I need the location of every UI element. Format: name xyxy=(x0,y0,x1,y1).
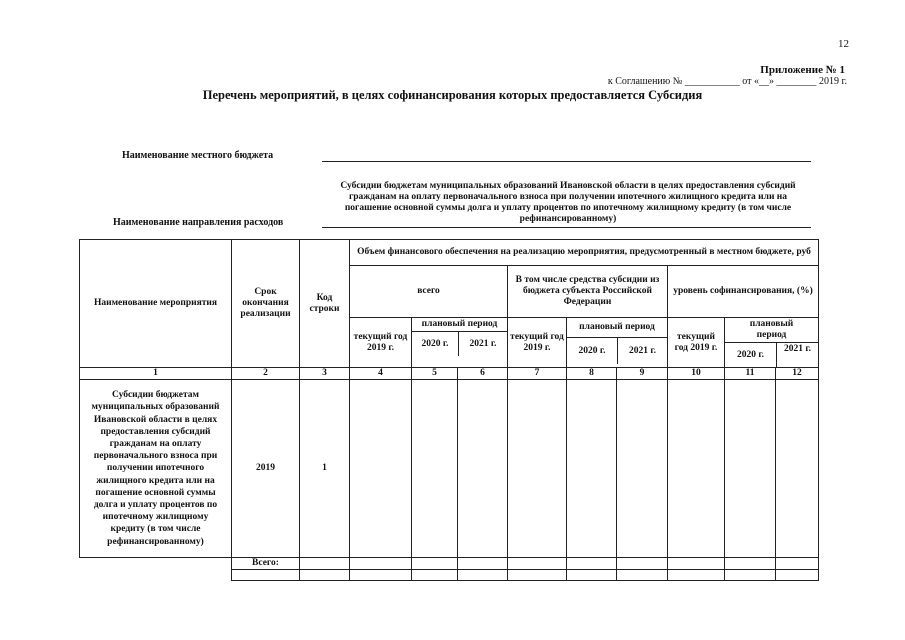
column-number: 11 xyxy=(725,368,776,380)
value-cell[interactable] xyxy=(776,380,819,558)
column-number: 1 xyxy=(80,368,232,380)
blank-row xyxy=(80,570,819,581)
header-current-year: текущий год 2019 г. xyxy=(508,318,567,368)
budget-label: Наименование местного бюджета xyxy=(122,150,274,161)
column-number: 2 xyxy=(232,368,300,380)
column-number: 12 xyxy=(776,368,819,380)
measure-deadline: 2019 xyxy=(232,380,300,558)
header-planned-period xyxy=(567,318,668,368)
planned-period-label: плановый период xyxy=(412,318,507,332)
column-number: 9 xyxy=(617,368,668,380)
direction-value: Субсидии бюджетам муниципальных образований Ивановской области в целях предоставления субсидий гражданам на оплату первоначального взноса при получении ипотечного жилищного кредита или на погашение основной суммы долга и уплату процентов по ипотечному жилищному кредиту (в том числе рефинансированному) xyxy=(340,181,796,224)
table-row xyxy=(80,380,819,558)
page-number: 12 xyxy=(838,38,849,50)
total-label: Всего: xyxy=(232,558,300,570)
header-2020: 2020 г. xyxy=(725,343,777,367)
total-cell[interactable] xyxy=(458,558,508,570)
agreement-line: к Соглашению № ___________ от «__» ________ 2019 г. xyxy=(607,76,847,87)
header-deadline: Срок окончания реализации xyxy=(232,240,300,368)
total-cell[interactable] xyxy=(567,558,617,570)
header-total: всего xyxy=(350,266,508,318)
column-number: 8 xyxy=(567,368,617,380)
planned-period-label: плановый период xyxy=(567,318,667,338)
header-planned-period xyxy=(725,318,819,368)
value-cell[interactable] xyxy=(412,380,458,558)
value-cell[interactable] xyxy=(668,380,725,558)
total-row xyxy=(80,558,819,570)
direction-label: Наименование направления расходов xyxy=(113,217,284,228)
header-regional: В том числе средства субсидии из бюджета субъекта Российской Федерации xyxy=(508,266,668,318)
header-planned-period xyxy=(412,318,508,368)
measure-name: Субсидии бюджетам муниципальных образований Ивановской области в целях предоставления субсидий гражданам на оплату первоначального взноса при получении ипотечного жилищного кредита или на погашение основной суммы долга и уплату процентов по ипотечному жилищному кредиту (в том числе рефинансированному) xyxy=(80,380,232,558)
column-number: 3 xyxy=(300,368,350,380)
header-code: Код строки xyxy=(300,240,350,368)
header-2021: 2021 г. xyxy=(629,346,656,356)
header-cofinancing-level: уровень софинансирования, (%) xyxy=(668,266,819,318)
header-current-year: текущий год 2019 г. xyxy=(350,318,412,368)
header-financing: Объем финансового обеспечения на реализацию мероприятия, предусмотренный в местном бюджете, руб xyxy=(350,240,819,266)
header-name: Наименование мероприятия xyxy=(80,240,232,368)
header-2021: 2021 г. xyxy=(784,344,811,354)
value-cell[interactable] xyxy=(567,380,617,558)
measure-code: 1 xyxy=(300,380,350,558)
header-2020: 2020 г. xyxy=(412,332,459,356)
column-number: 10 xyxy=(668,368,725,380)
header-2020: 2020 г. xyxy=(567,338,618,364)
value-cell[interactable] xyxy=(725,380,776,558)
budget-field[interactable] xyxy=(322,161,811,162)
value-cell[interactable] xyxy=(350,380,412,558)
planned-period-label: плановый период xyxy=(725,318,818,343)
column-number: 6 xyxy=(458,368,508,380)
total-cell[interactable] xyxy=(725,558,776,570)
total-cell[interactable] xyxy=(668,558,725,570)
document-title: Перечень мероприятий, в целях софинансирования которых предоставляется Субсидия xyxy=(202,88,703,102)
header-2021: 2021 г. xyxy=(469,339,497,349)
total-cell[interactable] xyxy=(617,558,668,570)
total-cell[interactable] xyxy=(350,558,412,570)
total-cell[interactable] xyxy=(412,558,458,570)
column-numbers-row xyxy=(80,368,819,380)
header-current-year: текущий год 2019 г. xyxy=(668,318,725,368)
total-cell[interactable] xyxy=(508,558,567,570)
measures-table xyxy=(79,239,819,581)
total-cell[interactable] xyxy=(776,558,819,570)
direction-underline xyxy=(322,227,811,228)
column-number: 7 xyxy=(508,368,567,380)
column-number: 4 xyxy=(350,368,412,380)
value-cell[interactable] xyxy=(508,380,567,558)
value-cell[interactable] xyxy=(617,380,668,558)
appendix-title: Приложение № 1 xyxy=(760,64,845,76)
column-number: 5 xyxy=(412,368,458,380)
value-cell[interactable] xyxy=(458,380,508,558)
